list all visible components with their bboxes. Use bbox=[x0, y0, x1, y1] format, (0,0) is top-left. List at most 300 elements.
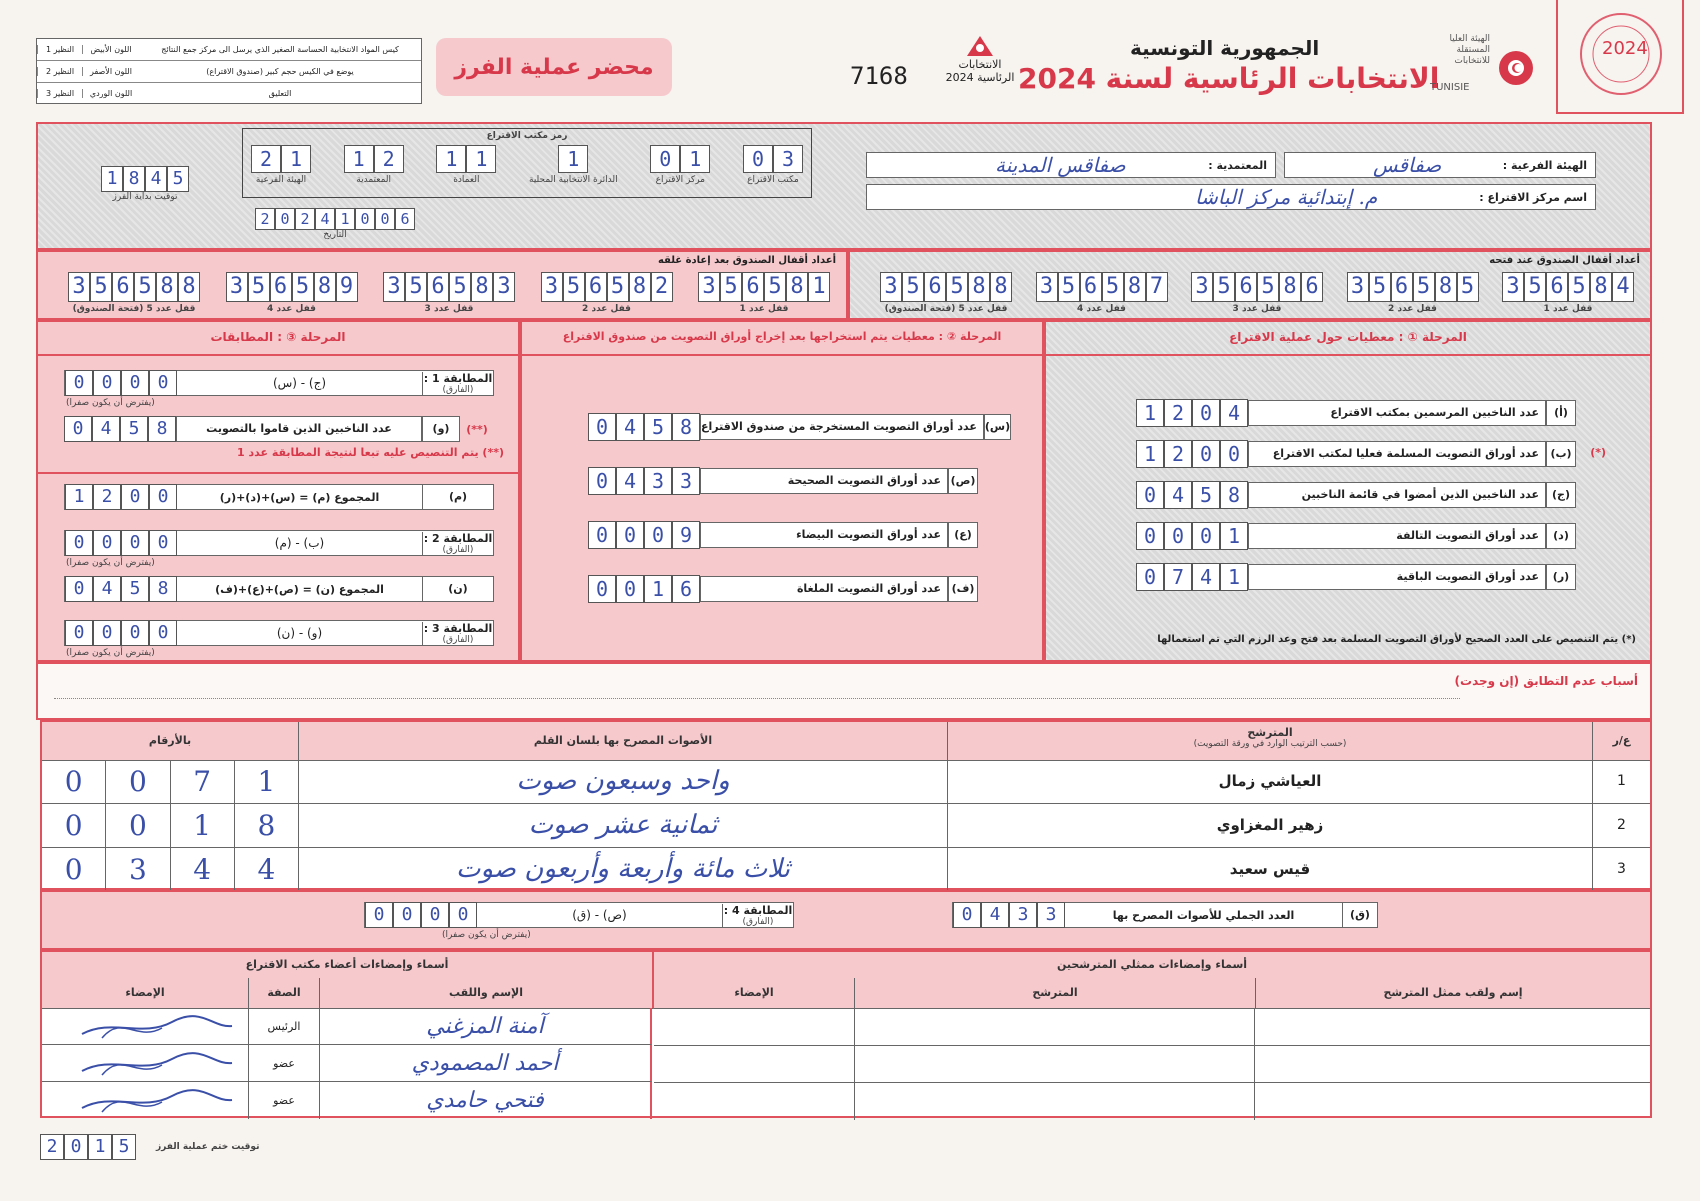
digit-box: 0 bbox=[365, 902, 393, 928]
digit-box: 5 bbox=[449, 272, 471, 302]
stage-row-code: (ج) bbox=[1546, 482, 1576, 508]
digit-box: 0 bbox=[588, 467, 616, 495]
digit-box: 3 bbox=[880, 272, 902, 302]
digit-box: 0 bbox=[121, 530, 149, 556]
mismatch-label: أسباب عدم التطابق (إن وجدت) bbox=[1454, 674, 1638, 688]
digit-box: 4 bbox=[145, 166, 167, 192]
lock-label: قفل عدد 3 bbox=[424, 304, 474, 314]
code-digits bbox=[436, 145, 496, 173]
candidate-name: زهير المغزاوي bbox=[948, 804, 1593, 847]
lock-number bbox=[1502, 272, 1634, 314]
digit-box: 8 bbox=[149, 576, 177, 602]
header-number: ع/ر bbox=[1612, 734, 1631, 747]
match2-formula: (ب) - (م) bbox=[274, 536, 325, 550]
digit-box: 0 bbox=[616, 575, 644, 603]
digit-box: 2 bbox=[255, 208, 275, 230]
digit-box: 0 bbox=[64, 1134, 88, 1160]
digit-box: 0 bbox=[1192, 399, 1220, 427]
sum-n-digits bbox=[65, 576, 177, 602]
delegation-value: صفاقس المدينة bbox=[995, 153, 1126, 177]
member-row bbox=[42, 1008, 652, 1045]
digit-box: 8 bbox=[629, 272, 651, 302]
digit-box: 2 bbox=[1164, 440, 1192, 468]
digit-cell: 4 bbox=[257, 853, 276, 886]
digit-box: 3 bbox=[672, 467, 700, 495]
digit-box: 0 bbox=[588, 521, 616, 549]
flag-ballot-icon bbox=[965, 32, 995, 58]
digit-box: 1 bbox=[436, 145, 466, 173]
legend-copy: النظير 2 bbox=[37, 67, 82, 76]
match4-formula: (ص) - (ق) bbox=[572, 908, 627, 922]
member-name: آمنة المزغني bbox=[426, 1014, 544, 1039]
legend-row bbox=[37, 39, 421, 61]
match1-sub: (الفارق) bbox=[442, 384, 474, 395]
digit-cell: 4 bbox=[171, 848, 235, 891]
digit-cell: 1 bbox=[257, 765, 276, 798]
members-col-name: الإسم واللقب bbox=[448, 986, 524, 999]
representatives-col-rep: إسم ولقب ممثل المترشح bbox=[1383, 986, 1523, 999]
stage-row bbox=[588, 468, 978, 494]
digit-box: 6 bbox=[1235, 272, 1257, 302]
digit-box: 0 bbox=[421, 902, 449, 928]
stage-row-digits bbox=[588, 575, 700, 603]
date-digits bbox=[255, 208, 415, 230]
digit-box: 4 bbox=[93, 576, 121, 602]
stage-row-mark: (*) bbox=[1590, 446, 1606, 459]
digit-box: 1 bbox=[1220, 563, 1248, 591]
digit-box: 7 bbox=[1164, 563, 1192, 591]
digit-box: 0 bbox=[65, 576, 93, 602]
sum-m-digits bbox=[65, 484, 177, 510]
election-logo-text: الانتخابات الرئاسية 2024 bbox=[945, 58, 1015, 84]
legend-desc: يوضع في الكيس حجم كبير (صندوق الاقتراع) bbox=[206, 67, 354, 76]
digit-box: 5 bbox=[248, 272, 270, 302]
stage-row-code: (ب) bbox=[1546, 441, 1576, 467]
digit-box: 8 bbox=[123, 166, 145, 192]
digit-box: 0 bbox=[1136, 481, 1164, 509]
digit-box: 0 bbox=[121, 370, 149, 396]
lock-number bbox=[541, 272, 673, 314]
official-stamp bbox=[1556, 0, 1684, 114]
digit-box: 7 bbox=[1146, 272, 1168, 302]
digit-box: 5 bbox=[720, 272, 742, 302]
legend-desc: التعليق bbox=[268, 89, 292, 98]
polling-station-code-title: رمز مكتب الاقتراع bbox=[486, 131, 568, 141]
signature-icon bbox=[42, 1008, 242, 1044]
digit-box: 0 bbox=[65, 370, 93, 396]
candidates-table bbox=[40, 720, 1652, 890]
total-q-digits bbox=[953, 902, 1065, 928]
totals-section bbox=[40, 890, 1652, 950]
legend-desc: كيس المواد الانتخابية الحساسة الصغير الذي يرسل الى مركز جمع النتائج bbox=[161, 45, 399, 54]
code-digits bbox=[529, 145, 618, 173]
digit-box: 8 bbox=[471, 272, 493, 302]
lock-number bbox=[880, 272, 1012, 314]
sum-n-row bbox=[64, 576, 494, 602]
code-digits bbox=[743, 145, 803, 173]
digit-box: 3 bbox=[773, 145, 803, 173]
minutes-title-badge bbox=[436, 38, 672, 96]
digit-box: 0 bbox=[644, 521, 672, 549]
digit-box: 2 bbox=[374, 145, 404, 173]
legend-copy: النظير 1 bbox=[37, 45, 82, 54]
digit-box: 0 bbox=[65, 530, 93, 556]
digit-box: 5 bbox=[90, 272, 112, 302]
digit-box: 8 bbox=[1220, 481, 1248, 509]
code-label: العمادة bbox=[453, 175, 480, 185]
stage-row-digits bbox=[1136, 522, 1248, 550]
digit-box: 6 bbox=[427, 272, 449, 302]
lock-label: قفل عدد 3 bbox=[1232, 304, 1282, 314]
sum-m-row bbox=[64, 484, 494, 510]
digit-box: 5 bbox=[292, 272, 314, 302]
legend-color: اللون الوردي bbox=[82, 89, 139, 98]
digit-box: 3 bbox=[68, 272, 90, 302]
digit-box: 0 bbox=[121, 620, 149, 646]
stage-row-digits bbox=[1136, 563, 1248, 591]
digit-box: 3 bbox=[493, 272, 515, 302]
end-time-field bbox=[40, 1134, 259, 1160]
digit-box: 5 bbox=[167, 166, 189, 192]
code-digits bbox=[344, 145, 404, 173]
end-time-label: توقيت ختم عملية الفرز bbox=[156, 1142, 260, 1152]
lock-number bbox=[1191, 272, 1323, 314]
digit-box: 5 bbox=[1102, 272, 1124, 302]
lock-number bbox=[1036, 272, 1168, 314]
digit-box: 9 bbox=[336, 272, 358, 302]
stage2-section bbox=[520, 320, 1044, 662]
digit-box: 1 bbox=[335, 208, 355, 230]
lock-label: قفل عدد 2 bbox=[1388, 304, 1437, 314]
match3-zero-note: (يفترض أن يكون صفرا) bbox=[66, 648, 155, 658]
lock-label: قفل عدد 1 bbox=[739, 304, 789, 314]
signatures-section bbox=[40, 950, 1652, 1118]
lock-number bbox=[383, 272, 515, 314]
legend-color: اللون الأبيض bbox=[82, 45, 139, 54]
locks-after-title: أعداد أقفال الصندوق بعد إعادة غلقه bbox=[657, 255, 836, 266]
digit-box: 5 bbox=[563, 272, 585, 302]
match4-label: المطابقة 4 : bbox=[723, 903, 793, 917]
delegation-field bbox=[866, 152, 1276, 178]
digit-box: 1 bbox=[1136, 440, 1164, 468]
digit-box: 4 bbox=[616, 413, 644, 441]
digit-cell: 0 bbox=[106, 804, 170, 847]
candidate-votes-digits bbox=[42, 760, 299, 803]
tunisia-flag-icon bbox=[1498, 50, 1534, 86]
member-role: الرئيس bbox=[249, 1008, 320, 1044]
page-title: الانتخابات الرئاسية لسنة 2024 bbox=[1018, 62, 1440, 95]
digit-box: 2 bbox=[251, 145, 281, 173]
digit-box: 5 bbox=[946, 272, 968, 302]
stage-row-code: (ر) bbox=[1546, 564, 1576, 590]
digit-box: 1 bbox=[101, 166, 123, 192]
digit-box: 4 bbox=[1192, 563, 1220, 591]
code-label: الهيئة الفرعية bbox=[255, 175, 307, 185]
digit-box: 5 bbox=[405, 272, 427, 302]
election-logo bbox=[940, 32, 1020, 107]
digit-box: 4 bbox=[315, 208, 335, 230]
legend-copy: النظير 3 bbox=[37, 89, 82, 98]
match2-row bbox=[64, 530, 494, 556]
digit-box: 8 bbox=[1590, 272, 1612, 302]
digit-box: 5 bbox=[1457, 272, 1479, 302]
digit-box: 0 bbox=[275, 208, 295, 230]
digit-box: 5 bbox=[607, 272, 629, 302]
stage-row bbox=[1136, 400, 1576, 426]
representatives-title: أسماء وإمضاءات ممثلي المترشحين bbox=[1056, 958, 1248, 971]
digit-box: 5 bbox=[1257, 272, 1279, 302]
sub-authority-value: صفاقس bbox=[1373, 153, 1442, 177]
polling-center-label: اسم مركز الاقتراع : bbox=[1479, 190, 1587, 204]
isie-logo bbox=[1430, 30, 1540, 105]
stage1-section bbox=[1044, 320, 1652, 662]
candidate-votes-digits bbox=[42, 804, 299, 847]
digit-cell: 3 bbox=[106, 848, 170, 891]
lock-number bbox=[698, 272, 830, 314]
header-digits: بالأرقام bbox=[42, 722, 299, 760]
candidates-header bbox=[42, 722, 1650, 761]
digit-box: 8 bbox=[672, 413, 700, 441]
digit-box: 3 bbox=[1037, 902, 1065, 928]
candidate-votes-words: واحد وسبعون صوت bbox=[299, 760, 948, 803]
digit-cell: 0 bbox=[42, 848, 106, 891]
sum-m-formula: المجموع (م) = (س)+(د)+(ر) bbox=[219, 490, 380, 504]
code-group bbox=[650, 145, 710, 185]
code-label: مكتب الاقتراع bbox=[747, 175, 799, 185]
digit-box: 5 bbox=[1524, 272, 1546, 302]
digit-cell: 0 bbox=[42, 760, 106, 803]
locks-open-section bbox=[848, 250, 1652, 320]
copies-legend-table bbox=[36, 38, 422, 104]
digit-box: 1 bbox=[1220, 522, 1248, 550]
digit-box: 0 bbox=[1192, 522, 1220, 550]
digit-box: 3 bbox=[1009, 902, 1037, 928]
minutes-title: محضر عملية الفرز bbox=[454, 54, 654, 80]
stage-row-digits bbox=[1136, 481, 1248, 509]
legend-color: اللون الأصفر bbox=[82, 67, 139, 76]
digit-box: 5 bbox=[764, 272, 786, 302]
stage-row bbox=[1136, 482, 1576, 508]
digit-box: 0 bbox=[65, 620, 93, 646]
digit-cell: 1 bbox=[171, 804, 235, 847]
voters-label: عدد الناخبين الذين قاموا بالتصويت bbox=[176, 416, 422, 442]
sub-authority-field bbox=[1284, 152, 1596, 178]
date-field bbox=[255, 208, 415, 240]
digit-box: 0 bbox=[1136, 522, 1164, 550]
header-words: الأصوات المصرح بها بلسان القلم bbox=[299, 722, 948, 760]
candidate-name: قيس سعيد bbox=[948, 848, 1593, 891]
member-signature bbox=[42, 1008, 249, 1044]
match2-digits bbox=[65, 530, 177, 556]
digit-box: 0 bbox=[1192, 440, 1220, 468]
candidate-row bbox=[42, 760, 1650, 804]
digit-box: 1 bbox=[558, 145, 588, 173]
digit-box: 6 bbox=[1301, 272, 1323, 302]
stage-row-code: (ع) bbox=[948, 522, 978, 548]
digit-box: 8 bbox=[990, 272, 1012, 302]
isie-abbr: TUNISIE bbox=[1430, 82, 1470, 93]
digit-box: 4 bbox=[1220, 399, 1248, 427]
stage-row-digits bbox=[588, 413, 700, 441]
polling-center-value: م. إبتدائية مركز الباشا bbox=[1195, 185, 1378, 209]
digit-box: 5 bbox=[121, 576, 149, 602]
digit-cell: 7 bbox=[171, 760, 235, 803]
digit-box: 1 bbox=[344, 145, 374, 173]
voters-note: (**) يتم التنصيص عليه تبعا لنتيجة المطابقة عدد 1 bbox=[237, 446, 504, 459]
digit-box: 3 bbox=[1191, 272, 1213, 302]
delegation-label: المعتمدية : bbox=[1208, 158, 1267, 172]
polling-station-code-box bbox=[242, 128, 812, 198]
candidate-row bbox=[42, 804, 1650, 848]
digit-box: 0 bbox=[64, 416, 92, 442]
stage-row bbox=[1136, 441, 1606, 467]
mismatch-section bbox=[36, 662, 1652, 720]
digit-box: 6 bbox=[395, 208, 415, 230]
total-q-code: (ق) bbox=[1342, 903, 1377, 927]
digit-box: 3 bbox=[383, 272, 405, 302]
digit-box: 0 bbox=[149, 484, 177, 510]
total-q-label: العدد الجملي للأصوات المصرح بها bbox=[1112, 908, 1295, 922]
digit-box: 0 bbox=[449, 902, 477, 928]
digit-box: 1 bbox=[644, 575, 672, 603]
digit-box: 5 bbox=[120, 416, 148, 442]
candidate-votes-words: ثمانية عشر صوت bbox=[299, 804, 948, 847]
digit-box: 8 bbox=[968, 272, 990, 302]
candidate-number: 2 bbox=[1617, 817, 1626, 833]
digit-box: 0 bbox=[588, 413, 616, 441]
stage-row-code: (ص) bbox=[948, 468, 978, 494]
match3-row bbox=[64, 620, 494, 646]
digit-box: 2 bbox=[295, 208, 315, 230]
digit-box: 8 bbox=[178, 272, 200, 302]
code-group bbox=[743, 145, 803, 185]
voters-digits bbox=[64, 416, 176, 442]
digit-box: 2 bbox=[93, 484, 121, 510]
members-title: أسماء وإمضاءات أعضاء مكتب الاقتراع bbox=[245, 958, 449, 971]
digit-box: 4 bbox=[616, 467, 644, 495]
member-role: عضو bbox=[249, 1045, 320, 1081]
digit-box: 8 bbox=[156, 272, 178, 302]
digit-cell: 8 bbox=[257, 809, 276, 842]
lock-label: قفل عدد 1 bbox=[1543, 304, 1593, 314]
digit-box: 0 bbox=[1164, 522, 1192, 550]
start-time-digits bbox=[100, 166, 190, 192]
digit-box: 3 bbox=[541, 272, 563, 302]
voters-mark: (**) bbox=[466, 422, 488, 436]
digit-box: 0 bbox=[93, 370, 121, 396]
digit-box: 5 bbox=[1213, 272, 1235, 302]
digit-box: 3 bbox=[698, 272, 720, 302]
digit-box: 0 bbox=[149, 530, 177, 556]
digit-box: 3 bbox=[226, 272, 248, 302]
digit-box: 6 bbox=[672, 575, 700, 603]
member-row bbox=[42, 1082, 652, 1119]
lock-number bbox=[68, 272, 200, 314]
digit-box: 0 bbox=[393, 902, 421, 928]
candidate-row bbox=[42, 848, 1650, 891]
match2-sub: (الفارق) bbox=[442, 544, 474, 555]
digit-box: 4 bbox=[1164, 481, 1192, 509]
digit-box: 6 bbox=[1546, 272, 1568, 302]
digit-box: 0 bbox=[375, 208, 395, 230]
digit-box: 0 bbox=[650, 145, 680, 173]
date-label: التاريخ bbox=[323, 230, 347, 240]
digit-box: 0 bbox=[149, 370, 177, 396]
locks-after-section bbox=[36, 250, 848, 320]
digit-box: 8 bbox=[786, 272, 808, 302]
digit-box: 5 bbox=[134, 272, 156, 302]
stage-row-label: عدد أوراق التصويت البيضاء bbox=[700, 522, 948, 548]
members-col-signature: الإمضاء bbox=[42, 978, 249, 1008]
stage-row-label: عدد أوراق التصويت الملغاة bbox=[700, 576, 948, 602]
stamp-year: 2024 bbox=[1602, 38, 1648, 59]
stage3-title: المرحلة ③ : المطابقات bbox=[210, 330, 346, 344]
republic-name: الجمهورية التونسية bbox=[1130, 36, 1320, 60]
match2-label: المطابقة 2 : bbox=[423, 531, 493, 545]
stage1-title: المرحلة ① : معطيات حول عملية الاقتراع bbox=[1229, 330, 1467, 344]
match2-zero-note: (يفترض أن يكون صفرا) bbox=[66, 558, 155, 568]
digit-box: 0 bbox=[93, 530, 121, 556]
sum-m-code: (م) bbox=[422, 485, 493, 509]
stage2-title: المرحلة ② : معطيات يتم استخراجها بعد إخراج أوراق التصويت من صندوق الاقتراع bbox=[562, 330, 1002, 343]
sum-n-formula: المجموع (ن) = (ص)+(ع)+(ف) bbox=[215, 582, 384, 596]
member-row bbox=[42, 1045, 652, 1082]
digit-box: 4 bbox=[92, 416, 120, 442]
stage-row-code: (ف) bbox=[948, 576, 978, 602]
members-col-role: الصفة bbox=[249, 978, 320, 1008]
digit-box: 4 bbox=[981, 902, 1009, 928]
lock-number bbox=[1347, 272, 1479, 314]
stage1-note: (*) يتم التنصيص على العدد الصحيح لأوراق التصويت المسلمة بعد فتح وعد الرزم التي تم استعمالها bbox=[1157, 634, 1636, 645]
digit-box: 8 bbox=[148, 416, 176, 442]
lock-label: قفل عدد 5 (فتحة الصندوق) bbox=[884, 304, 1008, 314]
digit-box: 0 bbox=[743, 145, 773, 173]
digit-box: 5 bbox=[1413, 272, 1435, 302]
total-q-row bbox=[952, 902, 1378, 928]
stage-row-digits bbox=[1136, 440, 1248, 468]
code-digits bbox=[251, 145, 311, 173]
lock-number bbox=[226, 272, 358, 314]
sub-authority-label: الهيئة الفرعية : bbox=[1502, 158, 1587, 172]
code-group bbox=[529, 145, 618, 185]
locks-open-title: أعداد أقفال الصندوق عند فتحه bbox=[1489, 255, 1640, 266]
representatives-col-signature: الإمضاء bbox=[654, 978, 855, 1008]
stage-row-label: عدد الناخبين الذين أمضوا في قائمة الناخبين bbox=[1248, 482, 1546, 508]
digit-box: 4 bbox=[1612, 272, 1634, 302]
header-candidate-sub: (حسب الترتيب الوارد في ورقة التصويت) bbox=[1193, 739, 1347, 749]
digit-box: 2 bbox=[40, 1134, 64, 1160]
polling-center-field bbox=[866, 184, 1596, 210]
digit-box: 0 bbox=[1136, 563, 1164, 591]
stage-row-code: (أ) bbox=[1546, 400, 1576, 426]
digit-box: 8 bbox=[1435, 272, 1457, 302]
end-time-digits bbox=[40, 1134, 136, 1160]
stage-row-digits bbox=[588, 467, 700, 495]
candidate-number: 3 bbox=[1617, 861, 1626, 877]
member-name: أحمد المصمودي bbox=[411, 1051, 559, 1076]
signature-icon bbox=[42, 1082, 242, 1118]
match1-row bbox=[64, 370, 494, 396]
stage-row bbox=[1136, 523, 1576, 549]
start-time-field bbox=[100, 166, 190, 202]
stage-row-label: عدد أوراق التصويت المسلمة فعليا لمكتب الاقتراع bbox=[1248, 441, 1546, 467]
representatives-col-candidate: المترشح bbox=[855, 978, 1256, 1008]
digit-box: 3 bbox=[644, 467, 672, 495]
code-group bbox=[344, 145, 404, 185]
stage-row-label: عدد أوراق التصويت الباقية bbox=[1248, 564, 1546, 590]
digit-box: 1 bbox=[88, 1134, 112, 1160]
lock-label: قفل عدد 2 bbox=[582, 304, 631, 314]
